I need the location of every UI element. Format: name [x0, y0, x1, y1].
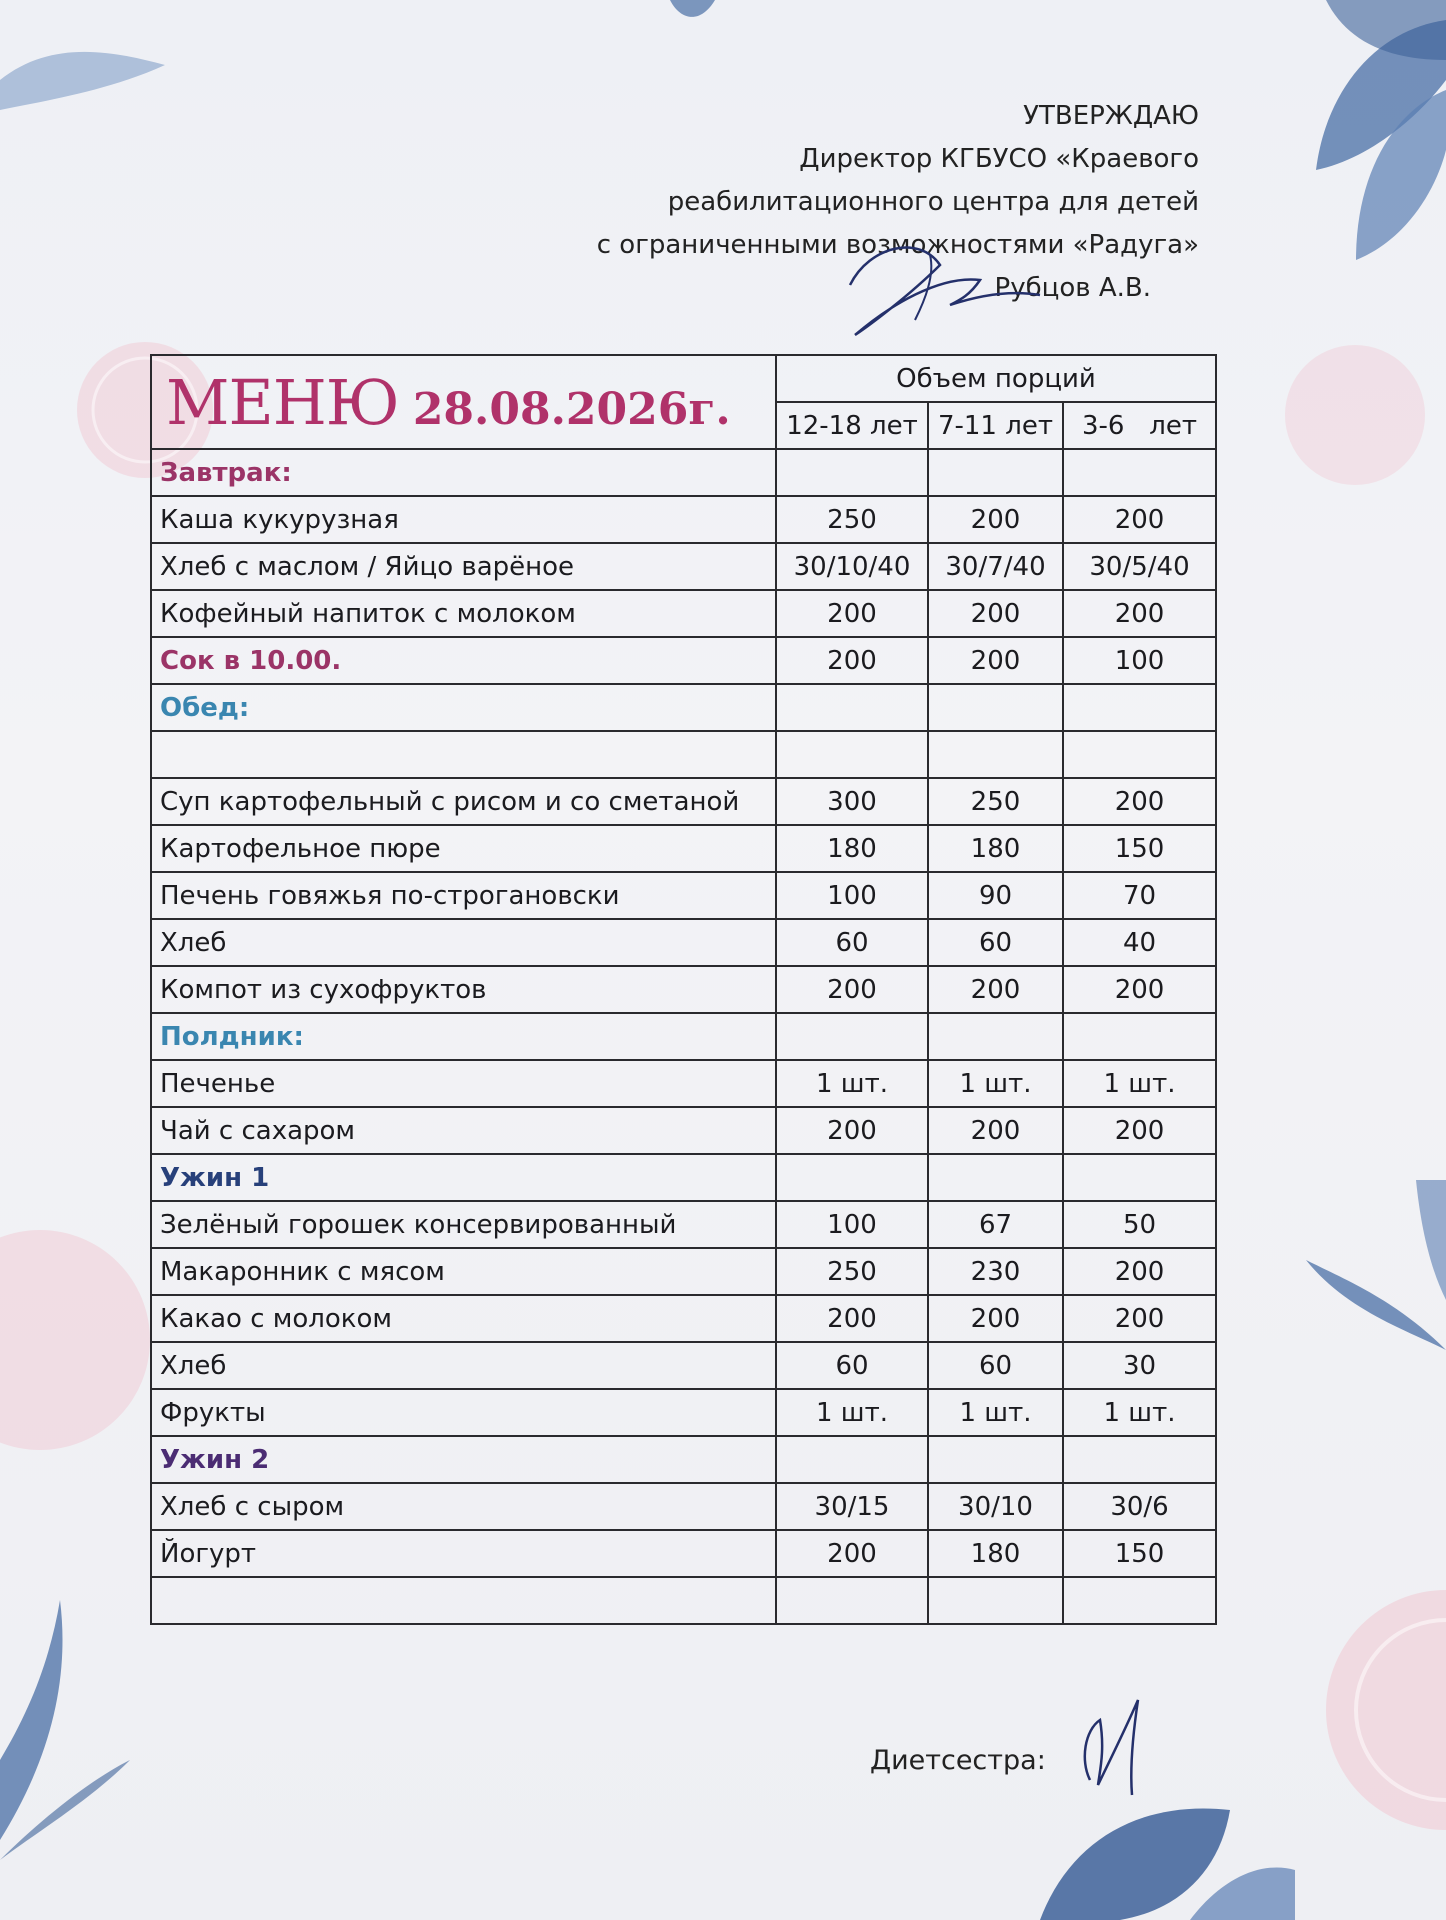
portion-value-12-18: 200	[776, 966, 928, 1013]
portion-value-12-18: 200	[776, 590, 928, 637]
portion-value-3-6: 200	[1063, 966, 1216, 1013]
dish-name: Картофельное пюре	[151, 825, 776, 872]
portion-value-3-6: 200	[1063, 1248, 1216, 1295]
leaf-decoration-bottom-left	[0, 1600, 150, 1920]
dish-name: Печенье	[151, 1060, 776, 1107]
portion-value-3-6: 200	[1063, 1295, 1216, 1342]
portion-value-3-6	[1063, 1154, 1216, 1201]
section-row	[151, 637, 1216, 684]
portion-value-12-18: 30/10/40	[776, 543, 928, 590]
leaf-decoration-top-center	[660, 0, 720, 30]
portion-value-7-11: 1 шт.	[928, 1060, 1063, 1107]
portion-value-3-6: 1 шт.	[1063, 1389, 1216, 1436]
leaf-decoration-top-right	[1206, 0, 1446, 300]
director-name: Рубцов А.В.	[994, 273, 1151, 303]
menu-title-word: МЕНЮ	[166, 365, 399, 439]
dish-name: Зелёный горошек консервированный	[151, 1201, 776, 1248]
section-row	[151, 684, 1216, 731]
portion-value-7-11: 60	[928, 1342, 1063, 1389]
portion-value-12-18: 1 шт.	[776, 1389, 928, 1436]
portion-value-7-11: 200	[928, 1107, 1063, 1154]
dish-name	[151, 1577, 776, 1624]
section-label: Сок в 10.00.	[151, 637, 776, 684]
portion-value-12-18: 180	[776, 825, 928, 872]
dish-name: Хлеб с маслом / Яйцо варёное	[151, 543, 776, 590]
section-row	[151, 1436, 1216, 1483]
portion-value-12-18: 200	[776, 637, 928, 684]
portion-value-3-6: 200	[1063, 1107, 1216, 1154]
portion-value-12-18: 300	[776, 778, 928, 825]
portion-value-7-11	[928, 731, 1063, 778]
dish-name: Макаронник с мясом	[151, 1248, 776, 1295]
portion-value-12-18: 60	[776, 919, 928, 966]
portion-value-12-18	[776, 684, 928, 731]
portion-value-7-11: 250	[928, 778, 1063, 825]
portion-value-3-6	[1063, 1436, 1216, 1483]
portion-value-3-6: 1 шт.	[1063, 1060, 1216, 1107]
dish-name: Хлеб с сыром	[151, 1483, 776, 1530]
portion-value-3-6	[1063, 1577, 1216, 1624]
portion-value-3-6: 30	[1063, 1342, 1216, 1389]
portion-value-7-11: 200	[928, 1295, 1063, 1342]
portion-value-7-11	[928, 1436, 1063, 1483]
approval-line-1: УТВЕРЖДАЮ	[1023, 101, 1199, 131]
table-header-row	[151, 355, 1216, 402]
menu-table	[150, 354, 1217, 1625]
portion-value-7-11: 180	[928, 1530, 1063, 1577]
portion-value-7-11: 200	[928, 637, 1063, 684]
dish-name: Печень говяжья по-строгановски	[151, 872, 776, 919]
section-label: Ужин 2	[151, 1436, 776, 1483]
table-row	[151, 1577, 1216, 1624]
dish-name: Суп картофельный с рисом и со сметаной	[151, 778, 776, 825]
portion-value-7-11	[928, 1013, 1063, 1060]
portion-value-3-6	[1063, 1013, 1216, 1060]
table-row	[151, 1483, 1216, 1530]
table-row	[151, 872, 1216, 919]
table-row	[151, 1295, 1216, 1342]
table-row	[151, 1107, 1216, 1154]
portion-value-7-11	[928, 449, 1063, 496]
portion-value-3-6: 200	[1063, 778, 1216, 825]
menu-title-date: 28.08.2026г.	[412, 383, 731, 435]
table-row	[151, 1530, 1216, 1577]
age-group-12-18: 12-18 лет	[776, 402, 928, 449]
table-row	[151, 1389, 1216, 1436]
dish-name: Хлеб	[151, 919, 776, 966]
portion-value-3-6: 150	[1063, 825, 1216, 872]
portion-value-12-18: 250	[776, 1248, 928, 1295]
section-label: Ужин 1	[151, 1154, 776, 1201]
table-row	[151, 543, 1216, 590]
portion-value-12-18: 1 шт.	[776, 1060, 928, 1107]
section-row	[151, 1013, 1216, 1060]
portion-value-7-11: 30/7/40	[928, 543, 1063, 590]
dietitian-signature	[1070, 1690, 1150, 1800]
director-signature	[830, 225, 1050, 345]
dish-name	[151, 731, 776, 778]
portion-value-7-11: 60	[928, 919, 1063, 966]
portion-value-12-18	[776, 1436, 928, 1483]
portion-value-7-11: 30/10	[928, 1483, 1063, 1530]
dietitian-label: Диетсестра:	[870, 1745, 1046, 1776]
portion-value-7-11: 180	[928, 825, 1063, 872]
portion-value-12-18: 200	[776, 1107, 928, 1154]
menu-title-cell	[151, 355, 776, 449]
table-row	[151, 778, 1216, 825]
portion-value-3-6: 40	[1063, 919, 1216, 966]
section-label: Обед:	[151, 684, 776, 731]
portion-value-7-11: 90	[928, 872, 1063, 919]
table-row	[151, 919, 1216, 966]
portion-value-7-11	[928, 1577, 1063, 1624]
section-label: Завтрак:	[151, 449, 776, 496]
portion-value-3-6: 30/5/40	[1063, 543, 1216, 590]
citrus-decoration-left-middle	[0, 1220, 150, 1460]
portion-value-3-6: 200	[1063, 496, 1216, 543]
portion-value-12-18	[776, 449, 928, 496]
leaf-decoration-top-left	[0, 20, 170, 120]
portion-value-3-6: 30/6	[1063, 1483, 1216, 1530]
portion-value-7-11: 200	[928, 966, 1063, 1013]
portion-value-3-6: 50	[1063, 1201, 1216, 1248]
citrus-decoration-right	[1280, 340, 1430, 490]
dish-name: Чай с сахаром	[151, 1107, 776, 1154]
portion-value-12-18: 250	[776, 496, 928, 543]
dish-name: Какао с молоком	[151, 1295, 776, 1342]
portion-value-12-18: 60	[776, 1342, 928, 1389]
table-row	[151, 1342, 1216, 1389]
portion-value-12-18: 100	[776, 872, 928, 919]
age-group-3-6: 3-6 лет	[1063, 402, 1216, 449]
table-row	[151, 590, 1216, 637]
dish-name: Кофейный напиток с молоком	[151, 590, 776, 637]
table-row	[151, 1201, 1216, 1248]
portion-value-12-18	[776, 1577, 928, 1624]
dish-name: Каша кукурузная	[151, 496, 776, 543]
portion-value-7-11: 230	[928, 1248, 1063, 1295]
portion-value-12-18: 200	[776, 1530, 928, 1577]
approval-block	[439, 95, 1199, 310]
portion-value-7-11	[928, 1154, 1063, 1201]
portion-value-12-18	[776, 731, 928, 778]
table-row	[151, 825, 1216, 872]
portion-value-3-6: 100	[1063, 637, 1216, 684]
portion-header: Объем порций	[776, 355, 1216, 402]
portion-value-7-11: 67	[928, 1201, 1063, 1248]
portion-value-3-6	[1063, 449, 1216, 496]
dish-name: Хлеб	[151, 1342, 776, 1389]
portion-value-3-6: 150	[1063, 1530, 1216, 1577]
table-row	[151, 496, 1216, 543]
section-row	[151, 1154, 1216, 1201]
age-group-7-11: 7-11 лет	[928, 402, 1063, 449]
portion-value-3-6	[1063, 731, 1216, 778]
dish-name: Йогурт	[151, 1530, 776, 1577]
section-row	[151, 449, 1216, 496]
table-row	[151, 1248, 1216, 1295]
portion-value-3-6: 200	[1063, 590, 1216, 637]
portion-value-12-18	[776, 1013, 928, 1060]
portion-value-7-11: 200	[928, 590, 1063, 637]
menu-title	[160, 366, 767, 439]
table-row	[151, 731, 1216, 778]
approval-line-3: реабилитационного центра для детей	[667, 187, 1199, 217]
approval-line-2: Директор КГБУСО «Краевого	[799, 144, 1199, 174]
section-label: Полдник:	[151, 1013, 776, 1060]
portion-value-7-11: 200	[928, 496, 1063, 543]
portion-value-12-18: 200	[776, 1295, 928, 1342]
portion-value-7-11	[928, 684, 1063, 731]
table-row	[151, 1060, 1216, 1107]
portion-value-12-18	[776, 1154, 928, 1201]
citrus-decoration-bottom-right	[1326, 1580, 1446, 1840]
portion-value-12-18: 100	[776, 1201, 928, 1248]
portion-value-7-11: 1 шт.	[928, 1389, 1063, 1436]
dish-name: Компот из сухофруктов	[151, 966, 776, 1013]
dish-name: Фрукты	[151, 1389, 776, 1436]
approval-line-4: с ограниченными возможностями «Радуга»	[596, 230, 1199, 260]
table-row	[151, 966, 1216, 1013]
portion-value-3-6	[1063, 684, 1216, 731]
leaf-decoration-right-middle	[1286, 1180, 1446, 1360]
portion-value-12-18: 30/15	[776, 1483, 928, 1530]
portion-value-3-6: 70	[1063, 872, 1216, 919]
